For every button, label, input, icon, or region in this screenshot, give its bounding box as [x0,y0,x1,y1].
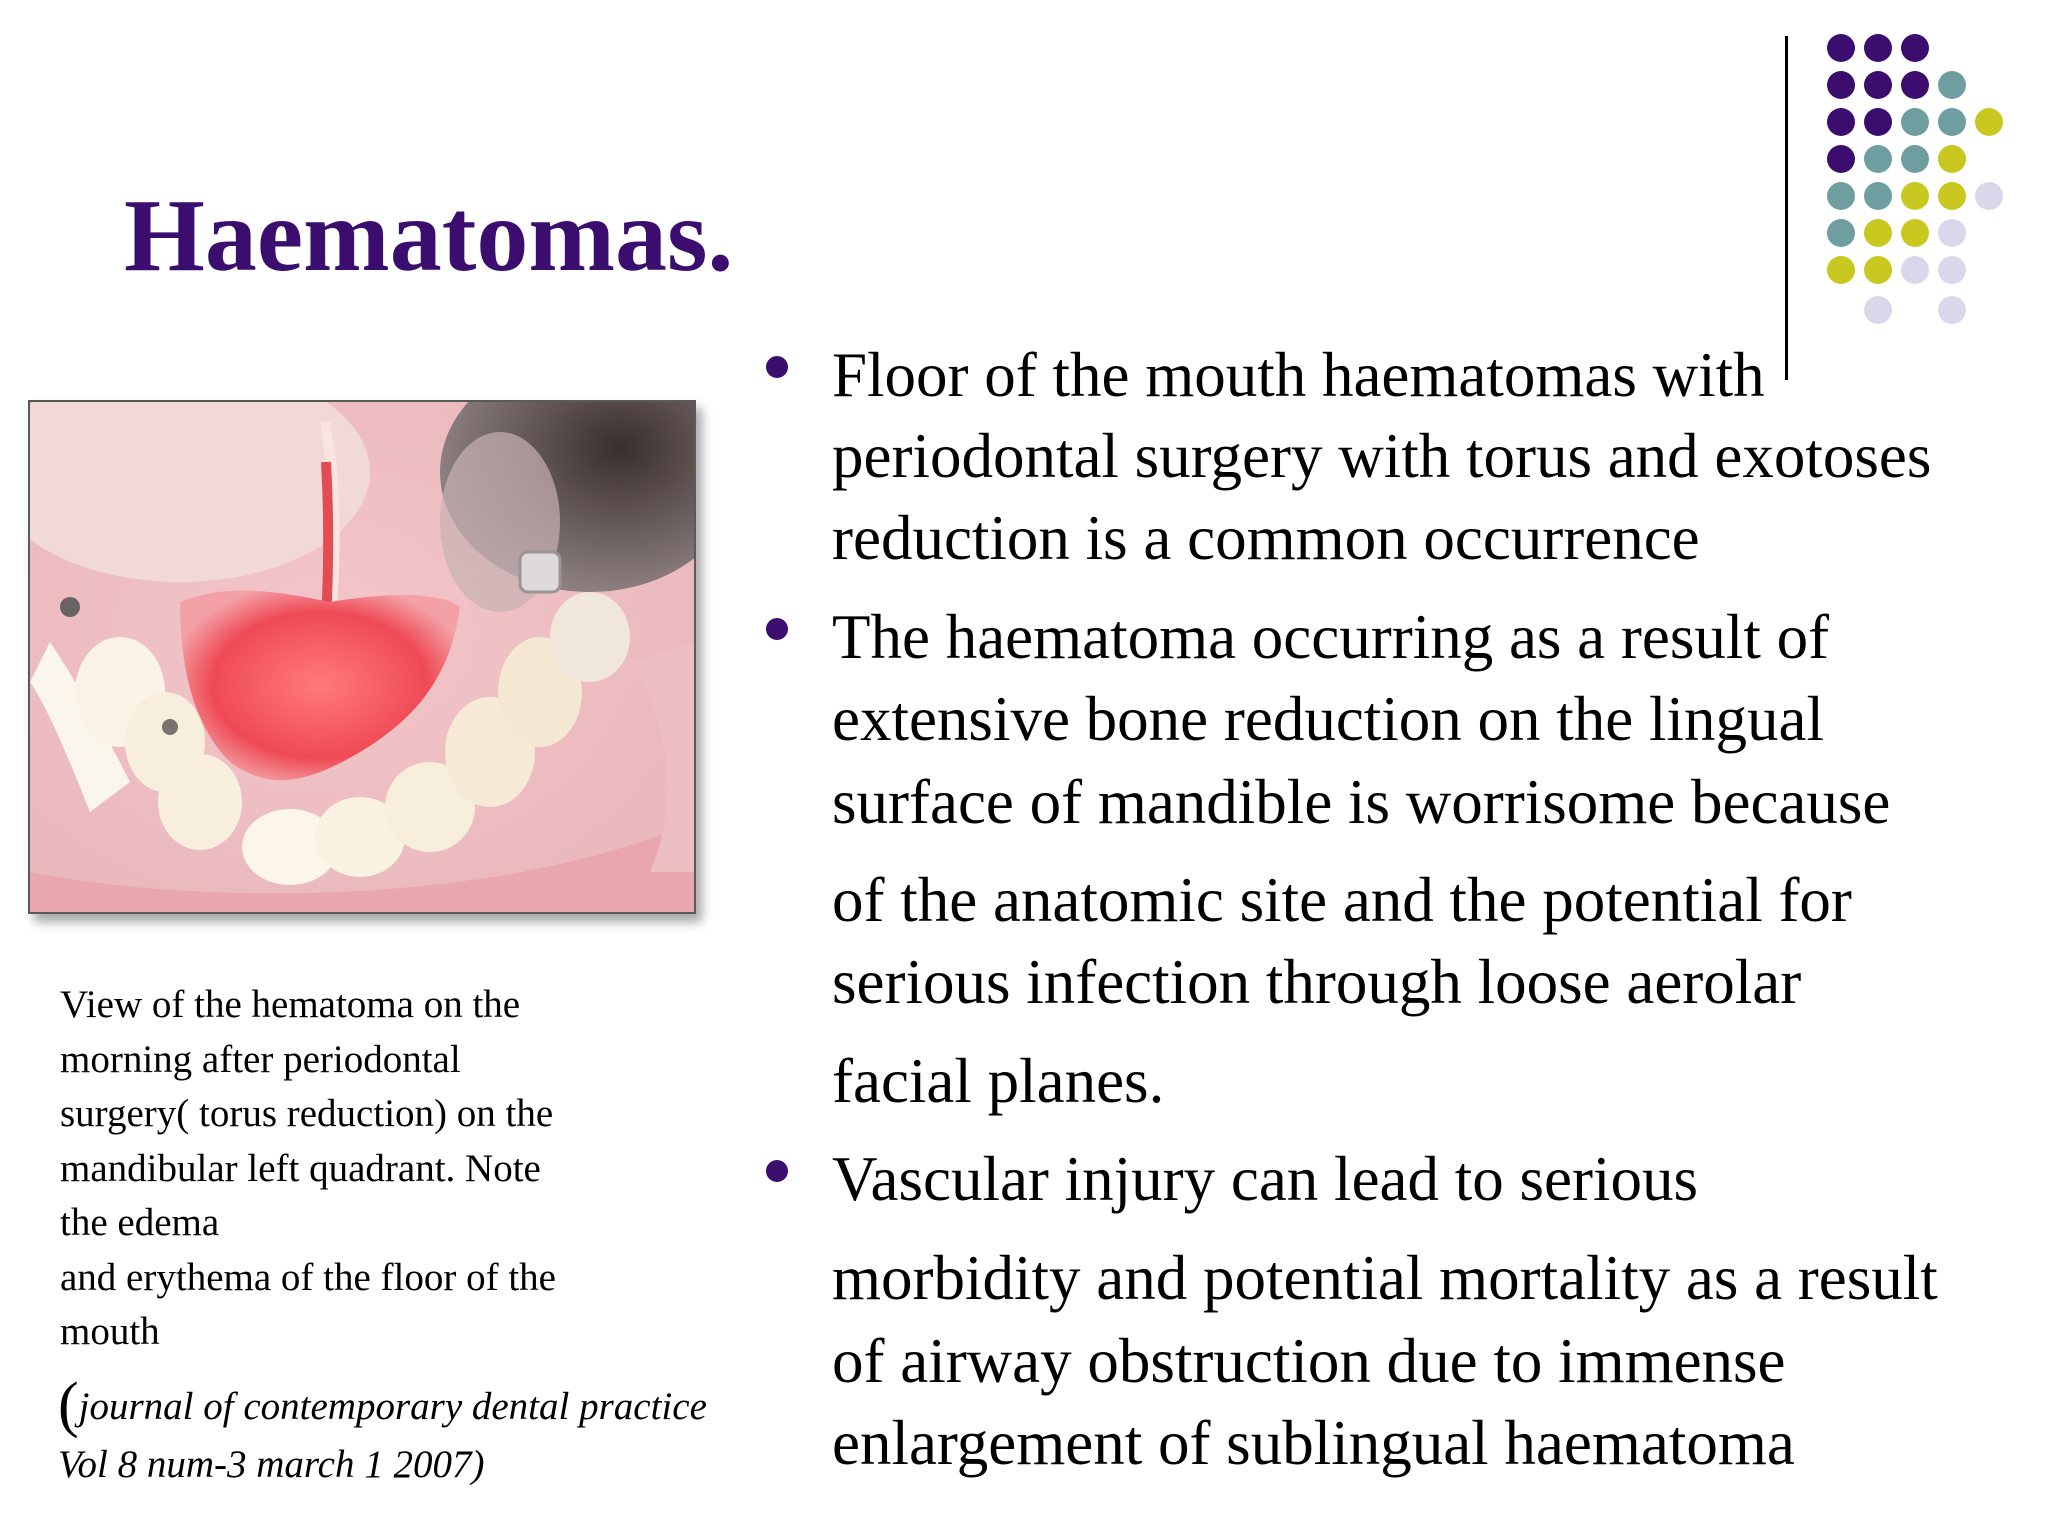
decor-dot [1938,256,1966,284]
decor-dot [1938,145,1966,173]
decor-dot [1827,145,1855,173]
bullet-line: Vascular injury can lead to serious [832,1144,1698,1214]
bullet-line: extensive bone reduction on the lingual [832,684,1824,754]
decor-dot [1975,182,2003,210]
decor-dot [1938,108,1966,136]
decor-dot [1901,256,1929,284]
decor-dot [1938,182,1966,210]
decor-dot [1864,108,1892,136]
caption-line: morning after periodontal [60,1037,461,1081]
hematoma-photo [28,400,696,914]
decor-dot [1864,182,1892,210]
bullet-line: Floor of the mouth haematomas with [832,340,1765,410]
decor-dot [1938,296,1966,324]
caption-line: surgery( torus reduction) on the [60,1092,554,1135]
decor-dot [1975,108,2003,136]
figure-citation [58,1371,838,1494]
bullet-line: surface of mandible is worrisome because [832,767,1891,837]
bullet-line: The haematoma occurring as a result of [832,602,1830,672]
figure-caption [60,978,700,1360]
decor-dot [1827,108,1855,136]
decor-dot [1901,145,1929,173]
decor-dot [1901,34,1929,62]
decor-dot [1864,34,1892,62]
decor-dot [1827,219,1855,247]
decorative-dot-grid [0,0,2048,340]
decor-dot [1901,108,1929,136]
citation-open-paren: ( [58,1371,79,1439]
citation-line-1: journal of contemporary dental practice [78,1385,707,1428]
decor-dot [1827,256,1855,284]
decor-dot [1827,34,1855,62]
decor-dot [1864,219,1892,247]
bullet-dot [766,618,788,640]
bullet-line: serious infection through loose aerolar [832,947,1802,1017]
caption-line: the edema [60,1201,220,1244]
decor-dot [1864,145,1892,173]
caption-line: View of the hematoma on the [60,983,521,1026]
bullet-line: of airway obstruction due to immense [832,1326,1786,1396]
bullet-dot [766,1160,788,1182]
decor-dot [1901,71,1929,99]
decor-dot [1827,182,1855,210]
caption-line: mandibular left quadrant. Note [60,1146,541,1190]
bullet-line: reduction is a common occurrence [832,503,1700,573]
bullet-line: enlargement of sublingual haematoma [832,1408,1795,1478]
bullet-line: periodontal surgery with torus and exotoses [832,421,1932,491]
decor-dot [1827,71,1855,99]
bullet-line: facial planes. [832,1046,1165,1116]
decor-dot [1864,71,1892,99]
caption-line: mouth [60,1310,160,1353]
bullet-dot [766,356,788,378]
bullet-line: of the anatomic site and the potential for [832,865,1852,935]
slide-title: Haematomas. [124,178,734,293]
decor-dot [1901,219,1929,247]
caption-line: and erythema of the floor of the [60,1255,556,1299]
decor-dot [1938,219,1966,247]
decor-dot [1901,182,1929,210]
bullet-line: morbidity and potential mortality as a result [832,1243,1938,1313]
decor-dot [1864,256,1892,284]
citation-line-2: Vol 8 num-3 march 1 2007) [58,1443,485,1486]
decor-dot [1864,296,1892,324]
decor-dot [1938,71,1966,99]
